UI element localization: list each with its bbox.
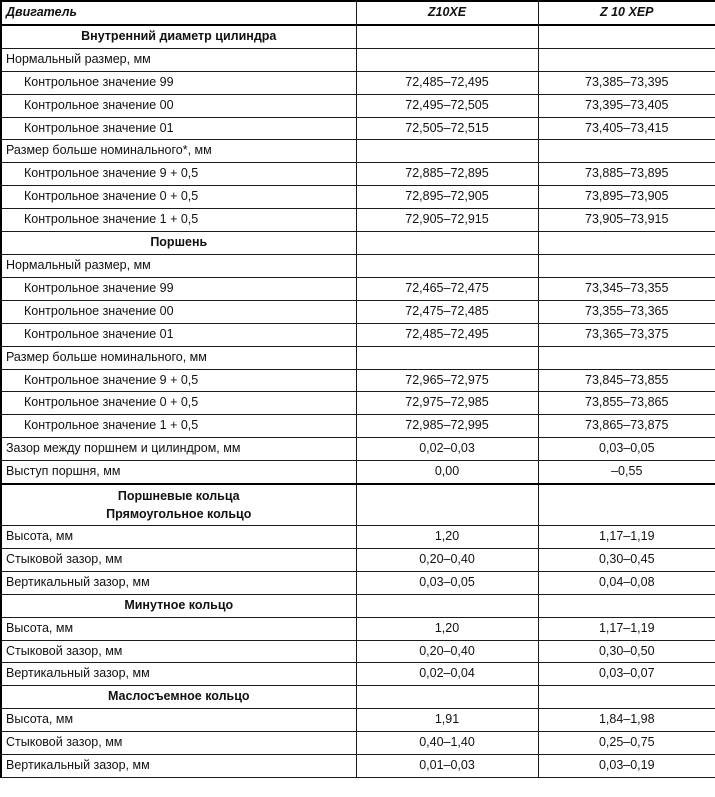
group-label: Нормальный размер, мм — [1, 254, 356, 277]
value-z10xep: 73,855–73,865 — [538, 392, 715, 415]
value-z10xe: 0,00 — [356, 461, 538, 484]
table-row — [1, 415, 715, 438]
table-row — [1, 186, 715, 209]
table-row — [1, 300, 715, 323]
value-z10xe — [356, 48, 538, 71]
section-heading: Внутренний диаметр цилиндра — [1, 25, 356, 48]
table-row — [1, 732, 715, 755]
row-label: Выступ поршня, мм — [1, 461, 356, 484]
value-z10xe: 0,03–0,05 — [356, 571, 538, 594]
table-row — [1, 94, 715, 117]
section-heading-line1: Поршневые кольца — [117, 489, 240, 504]
table-row — [1, 663, 715, 686]
table-row — [1, 232, 715, 255]
value-z10xe: 72,905–72,915 — [356, 209, 538, 232]
value-z10xep: 73,365–73,375 — [538, 323, 715, 346]
value-z10xe — [356, 25, 538, 48]
value-z10xep: 73,845–73,855 — [538, 369, 715, 392]
row-label: Контрольное значение 00 — [1, 300, 356, 323]
section-heading: Маслосъемное кольцо — [1, 686, 356, 709]
value-z10xep: 73,885–73,895 — [538, 163, 715, 186]
table-row — [1, 209, 715, 232]
table-row — [1, 461, 715, 484]
value-z10xe: 1,20 — [356, 617, 538, 640]
table-row — [1, 71, 715, 94]
value-z10xep — [538, 686, 715, 709]
table-row — [1, 323, 715, 346]
row-label: Контрольное значение 9 + 0,5 — [1, 163, 356, 186]
row-label: Контрольное значение 1 + 0,5 — [1, 209, 356, 232]
row-label: Контрольное значение 01 — [1, 117, 356, 140]
value-z10xe: 1,20 — [356, 526, 538, 549]
value-z10xep — [538, 25, 715, 48]
value-z10xep — [538, 140, 715, 163]
value-z10xe: 0,01–0,03 — [356, 755, 538, 778]
group-label: Нормальный размер, мм — [1, 48, 356, 71]
value-z10xep: 73,345–73,355 — [538, 277, 715, 300]
row-label: Вертикальный зазор, мм — [1, 571, 356, 594]
value-z10xep: 0,30–0,45 — [538, 548, 715, 571]
table-row — [1, 526, 715, 549]
value-z10xe: 0,20–0,40 — [356, 640, 538, 663]
value-z10xep — [538, 484, 715, 526]
row-label: Стыковой зазор, мм — [1, 732, 356, 755]
row-label: Вертикальный зазор, мм — [1, 755, 356, 778]
group-label: Размер больше номинального*, мм — [1, 140, 356, 163]
table-row — [1, 392, 715, 415]
value-z10xep: 73,395–73,405 — [538, 94, 715, 117]
value-z10xe: 72,885–72,895 — [356, 163, 538, 186]
value-z10xe — [356, 594, 538, 617]
value-z10xe — [356, 140, 538, 163]
table-row — [1, 369, 715, 392]
value-z10xe: 0,02–0,04 — [356, 663, 538, 686]
value-z10xep: 0,30–0,50 — [538, 640, 715, 663]
value-z10xe: 0,02–0,03 — [356, 438, 538, 461]
table-row — [1, 709, 715, 732]
value-z10xep — [538, 254, 715, 277]
value-z10xep — [538, 232, 715, 255]
value-z10xe — [356, 254, 538, 277]
value-z10xep: 73,385–73,395 — [538, 71, 715, 94]
value-z10xe — [356, 232, 538, 255]
value-z10xe: 72,985–72,995 — [356, 415, 538, 438]
value-z10xe — [356, 686, 538, 709]
row-label: Контрольное значение 1 + 0,5 — [1, 415, 356, 438]
value-z10xe: 72,975–72,985 — [356, 392, 538, 415]
value-z10xep — [538, 594, 715, 617]
value-z10xep: 0,03–0,05 — [538, 438, 715, 461]
table-row — [1, 346, 715, 369]
table-row — [1, 25, 715, 48]
row-label: Контрольное значение 0 + 0,5 — [1, 392, 356, 415]
value-z10xe: 72,485–72,495 — [356, 71, 538, 94]
row-label: Высота, мм — [1, 526, 356, 549]
value-z10xe: 0,20–0,40 — [356, 548, 538, 571]
row-label: Зазор между поршнем и цилиндром, мм — [1, 438, 356, 461]
row-label: Контрольное значение 99 — [1, 71, 356, 94]
table-row — [1, 548, 715, 571]
value-z10xep: –0,55 — [538, 461, 715, 484]
value-z10xep — [538, 346, 715, 369]
value-z10xep: 1,84–1,98 — [538, 709, 715, 732]
value-z10xep: 0,04–0,08 — [538, 571, 715, 594]
table-row — [1, 686, 715, 709]
value-z10xep: 73,405–73,415 — [538, 117, 715, 140]
header-z10xe: Z10XE — [356, 1, 538, 25]
row-label: Контрольное значение 0 + 0,5 — [1, 186, 356, 209]
value-z10xe: 72,465–72,475 — [356, 277, 538, 300]
value-z10xe: 72,485–72,495 — [356, 323, 538, 346]
value-z10xe: 72,475–72,485 — [356, 300, 538, 323]
table-row — [1, 163, 715, 186]
section-heading: Поршень — [1, 232, 356, 255]
section-heading-line2: Прямоугольное кольцо — [106, 507, 252, 522]
value-z10xep: 0,03–0,07 — [538, 663, 715, 686]
table-row — [1, 640, 715, 663]
section-heading — [1, 484, 356, 526]
row-label: Высота, мм — [1, 709, 356, 732]
row-label: Стыковой зазор, мм — [1, 548, 356, 571]
value-z10xep: 1,17–1,19 — [538, 526, 715, 549]
section-heading: Минутное кольцо — [1, 594, 356, 617]
value-z10xe — [356, 484, 538, 526]
row-label: Контрольное значение 9 + 0,5 — [1, 369, 356, 392]
table-row — [1, 254, 715, 277]
value-z10xe: 72,895–72,905 — [356, 186, 538, 209]
table-row — [1, 755, 715, 778]
table-row — [1, 571, 715, 594]
value-z10xe: 1,91 — [356, 709, 538, 732]
header-z10xep: Z 10 XEP — [538, 1, 715, 25]
row-label: Высота, мм — [1, 617, 356, 640]
row-label: Контрольное значение 01 — [1, 323, 356, 346]
value-z10xep: 0,03–0,19 — [538, 755, 715, 778]
value-z10xep: 73,865–73,875 — [538, 415, 715, 438]
row-label: Стыковой зазор, мм — [1, 640, 356, 663]
value-z10xep: 73,905–73,915 — [538, 209, 715, 232]
table-body — [1, 25, 715, 778]
value-z10xe: 72,505–72,515 — [356, 117, 538, 140]
table-row — [1, 117, 715, 140]
table-row — [1, 277, 715, 300]
value-z10xe: 72,965–72,975 — [356, 369, 538, 392]
value-z10xe — [356, 346, 538, 369]
value-z10xe: 0,40–1,40 — [356, 732, 538, 755]
row-label: Контрольное значение 99 — [1, 277, 356, 300]
value-z10xep: 73,355–73,365 — [538, 300, 715, 323]
value-z10xep: 1,17–1,19 — [538, 617, 715, 640]
table-row — [1, 140, 715, 163]
value-z10xe: 72,495–72,505 — [356, 94, 538, 117]
row-label: Вертикальный зазор, мм — [1, 663, 356, 686]
header-engine: Двигатель — [1, 1, 356, 25]
table-row — [1, 617, 715, 640]
table-row — [1, 594, 715, 617]
table-header-row — [1, 1, 715, 25]
table-row — [1, 484, 715, 526]
value-z10xep: 73,895–73,905 — [538, 186, 715, 209]
value-z10xep — [538, 48, 715, 71]
table-row — [1, 48, 715, 71]
value-z10xep: 0,25–0,75 — [538, 732, 715, 755]
table-row — [1, 438, 715, 461]
row-label: Контрольное значение 00 — [1, 94, 356, 117]
group-label: Размер больше номинального, мм — [1, 346, 356, 369]
